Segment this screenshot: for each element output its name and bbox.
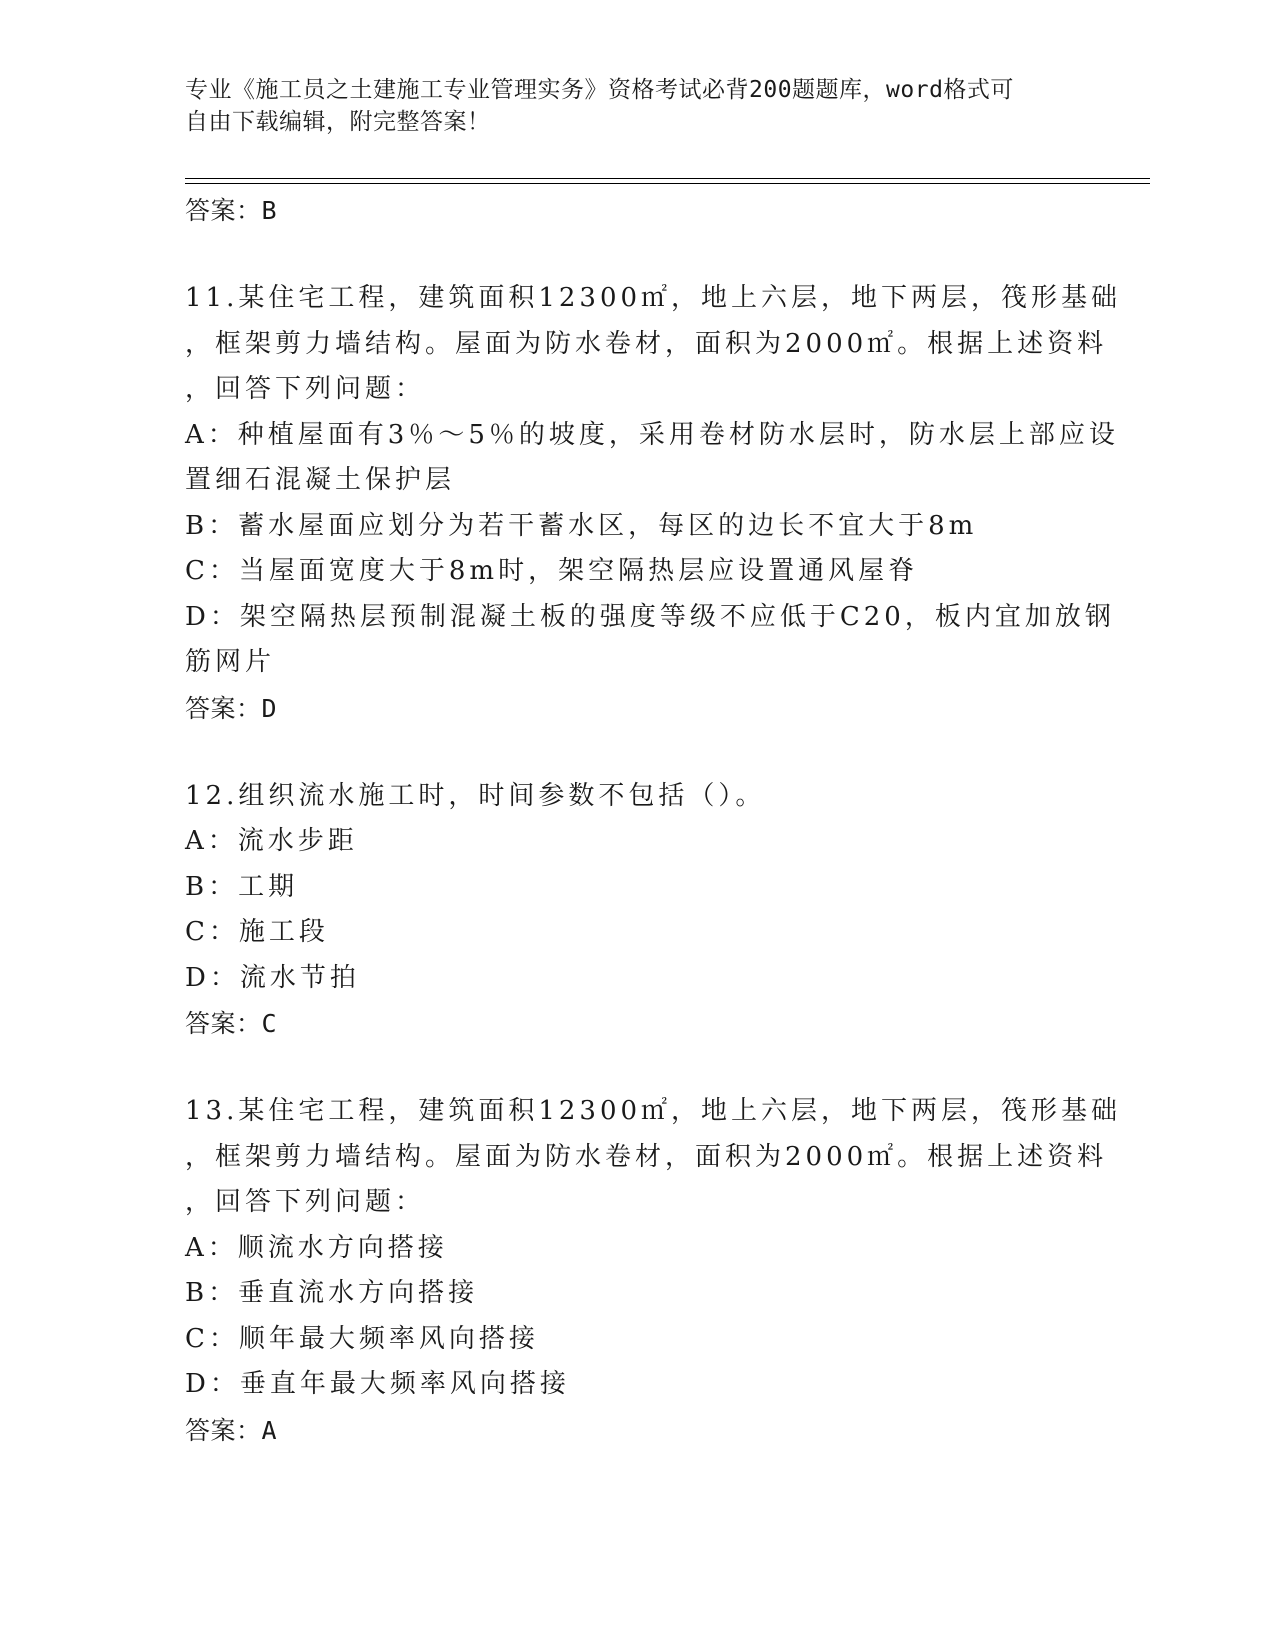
option-a: A：流水步距	[185, 826, 358, 856]
answer-q12: 答案：C	[185, 1009, 278, 1038]
option-b: B：工期	[185, 871, 299, 902]
question-list	[185, 188, 1145, 1454]
header-line-2: 自由下载编辑，附完整答案！	[185, 109, 491, 135]
question-stem-line: 12.组织流水施工时，时间参数不包括（）。	[185, 780, 766, 811]
spacer	[185, 732, 1145, 774]
header-divider-bottom	[185, 183, 1150, 184]
spacer	[185, 234, 1145, 276]
question-stem-line: 11.某住宅工程，建筑面积12300㎡，地上六层，地下两层，筏形基础	[185, 283, 1122, 313]
option-a-line-1: A：种植屋面有3％～5％的坡度，采用卷材防水层时，防水层上部应设	[185, 419, 1119, 450]
document-header	[185, 74, 1085, 138]
question-13	[185, 1089, 1145, 1454]
question-stem-line: ，回答下列问题：	[185, 374, 426, 404]
answer-q11: 答案：D	[185, 693, 278, 723]
option-a: A：顺流水方向搭接	[185, 1232, 448, 1263]
option-d-line-2: 筋网片	[185, 647, 276, 677]
option-c: C：顺年最大频率风向搭接	[185, 1323, 539, 1354]
answer-q13: 答案：A	[185, 1415, 278, 1445]
option-d: D：流水节拍	[185, 962, 360, 993]
question-stem-line: ，框架剪力墙结构。屋面为防水卷材，面积为2000㎡。根据上述资料	[185, 328, 1108, 359]
question-stem-line: ，框架剪力墙结构。屋面为防水卷材，面积为2000㎡。根据上述资料	[185, 1141, 1108, 1172]
question-stem-line: ，回答下列问题：	[185, 1187, 426, 1217]
question-stem-line: 13.某住宅工程，建筑面积12300㎡，地上六层，地下两层，筏形基础	[185, 1096, 1122, 1126]
option-d: D：垂直年最大频率风向搭接	[185, 1369, 570, 1399]
option-a-line-2: 置细石混凝土保护层	[185, 465, 456, 495]
option-c: C：当屋面宽度大于8m时，架空隔热层应设置通风屋脊	[185, 556, 919, 586]
header-divider-top	[185, 178, 1150, 179]
spacer	[185, 1047, 1145, 1089]
answer-q10: 答案：B	[185, 196, 278, 225]
question-12	[185, 774, 1145, 1048]
option-b: B：蓄水屋面应划分为若干蓄水区，每区的边长不宜大于8m	[185, 510, 978, 541]
option-d-line-1: D：架空隔热层预制混凝土板的强度等级不应低于C20，板内宜加放钢	[185, 601, 1115, 632]
question-11	[185, 276, 1145, 732]
header-line-1: 专业《施工员之土建施工专业管理实务》资格考试必背200题题库，word格式可	[185, 77, 1014, 103]
option-c: C：施工段	[185, 917, 329, 947]
option-b: B：垂直流水方向搭接	[185, 1278, 479, 1308]
